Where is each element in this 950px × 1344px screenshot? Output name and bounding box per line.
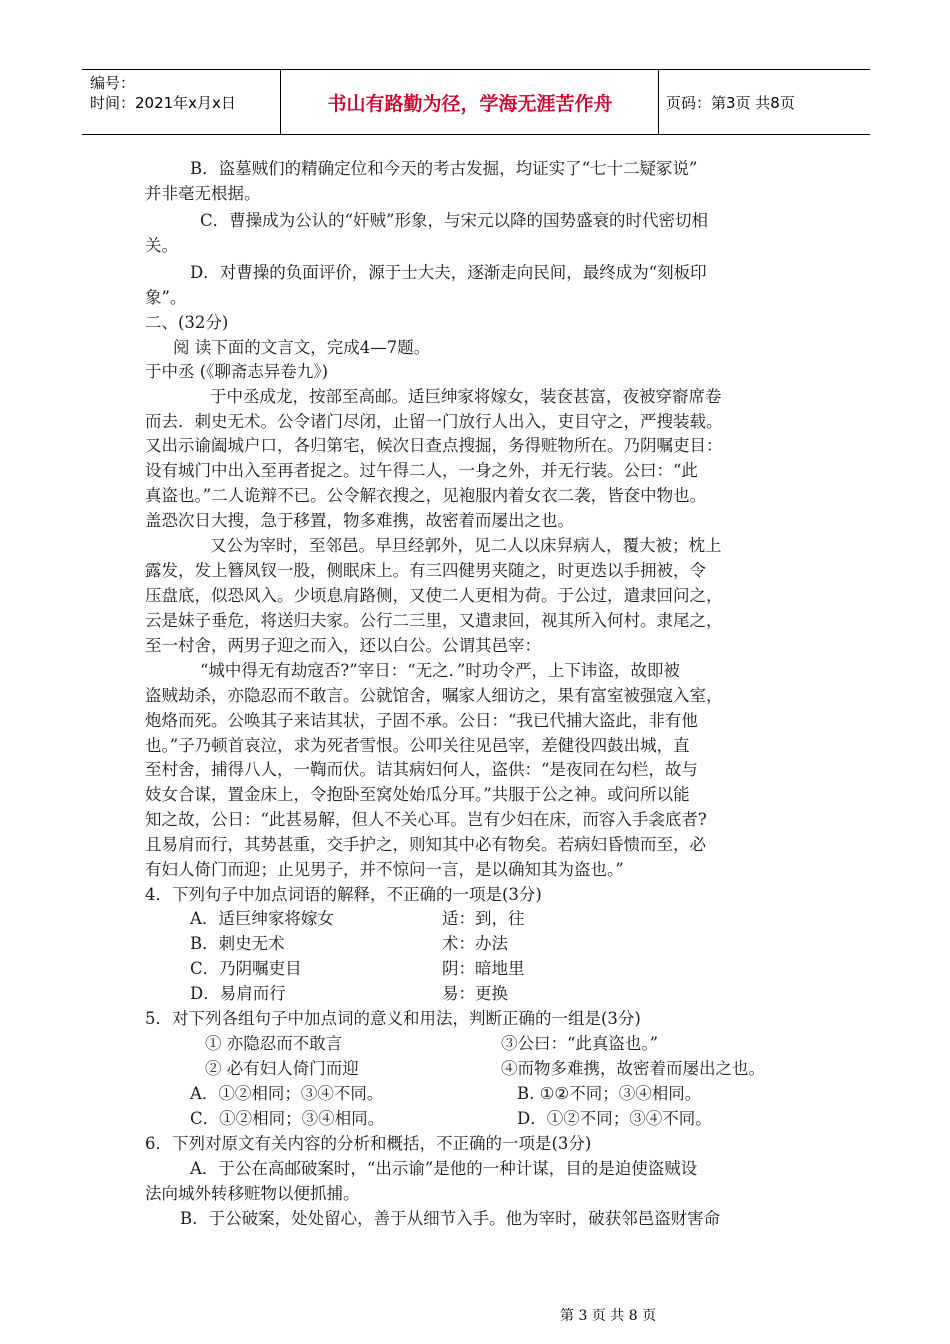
option-text: D．①②不同；③④不同。	[517, 1109, 712, 1128]
header-bottom-rule	[82, 134, 870, 135]
option-text: A．适巨绅家将嫁女	[190, 909, 334, 928]
text-line: 知之故，公日：“此甚易解，但人不关心耳。岂有少妇在床，而容入手衾底者?	[145, 810, 707, 829]
text-line: 至村舍，捕得八人，一鞫而伏。诘其病妇何人，盗供：“是夜同在勾栏，故与	[145, 760, 698, 779]
text-line: 又公为宰时，至邻邑。早旦经郭外，见二人以床舁病人，覆大被；枕上	[210, 536, 722, 555]
text-line: 盗贼劫杀，亦隐忍而不敢言。公就馆舍，嘱家人细访之，果有富室被强寇入室，	[145, 686, 723, 705]
header-page-label: 页码：第3页 共8页	[666, 94, 795, 112]
option-row	[190, 1083, 701, 1105]
text-line: 又出示谕阖城户口，各归第宅，候次日查点搜掘，务得赃物所在。乃阴嘱吏目：	[145, 436, 723, 455]
option-gloss: 适：到，往	[442, 909, 525, 928]
text-line: 且易肩而行，其势甚重，交手护之，则知其中必有物矣。若病妇昏愦而至，必	[145, 835, 706, 854]
text-line: 有妇人倚门而迎；止见男子，并不惊问一言，是以确知其为盗也。”	[145, 860, 624, 879]
text-line: 压盘底，似恐风入。少顷息肩路侧，又使二人更相为荷。于公过，遣隶回问之，	[145, 586, 723, 605]
option-text: A．①②相同；③④不同。	[190, 1084, 384, 1103]
option-row	[190, 1108, 712, 1130]
text-line: 关。	[145, 236, 178, 255]
text-line: C．曹操成为公认的“奸贼”形象，与宋元以降的国势盛衰的时代密切相	[200, 211, 708, 230]
header-number-label: 编号：	[90, 74, 136, 92]
text-line: 云是妹子垂危，将送归夫家。公行二三里，又遣隶回，视其所入何村。隶尾之，	[145, 611, 723, 630]
text-line: 于中丞成龙，按部至高邮。适巨绅家将嫁女，装奁甚富，夜被穿窬席卷	[210, 387, 722, 406]
text-line: 并非毫无根据。	[145, 184, 261, 203]
text-line: 妓女合谋，置金床上，令抱卧至窝处始瓜分耳。”共服于公之神。或问所以能	[145, 785, 690, 804]
option-row	[190, 958, 525, 980]
option-row	[205, 1058, 765, 1080]
page-footer: 第 3 页 共 8 页	[560, 1308, 657, 1324]
option-text: ④而物多难携，故密着而屡出之也。	[501, 1059, 765, 1078]
text-line: A．于公在高邮破案时，“出示谕”是他的一种计谋，目的是迫使盗贼设	[190, 1159, 698, 1178]
option-text: ① 亦隐忍而不敢言	[205, 1034, 343, 1053]
passage-title: 于中丞 (《聊斋志异卷九》)	[145, 362, 329, 381]
header-divider	[658, 69, 659, 135]
question-stem: 5．对下列各组句子中加点词的意义和用法，判断正确的一组是(3分)	[145, 1009, 641, 1028]
text-line: “城中得无有劫寇否?”宰日：“无之．”时功令严，上下讳盗，故即被	[200, 661, 680, 680]
option-text: C．①②相同；③④相同。	[190, 1109, 385, 1128]
header-time-label: 时间：2021年x月x日	[90, 94, 236, 112]
option-text: ② 必有妇人倚门而迎	[205, 1059, 359, 1078]
text-line: 设有城门中出入至再者捉之。过午得二人，一身之外，并无行装。公曰：“此	[145, 461, 698, 480]
text-line: 象”。	[145, 288, 187, 307]
option-gloss: 易：更换	[442, 984, 508, 1003]
text-line: 真盗也。”二人诡辩不已。公令解衣搜之，见袍服内着女衣二袭，皆奁中物也。	[145, 486, 707, 505]
text-line: 露发，发上簪凤钗一股，侧眠床上。有三四健男夹随之，时更迭以手拥被，令	[145, 561, 706, 580]
text-line: 阅 读下面的文言文，完成4—7题。	[173, 338, 431, 357]
text-line: 盖恐次日大搜，急于移置，物多难携，故密着而屡出之也。	[145, 511, 574, 530]
option-text: D．易肩而行	[190, 984, 286, 1003]
text-line: 而去．刺史无术。公令诸门尽闭，止留一门放行人出入，吏目守之，严搜装载。	[145, 412, 723, 431]
header-top-rule	[82, 69, 870, 70]
text-line: 炮烙而死。公唤其子来诘其状，子固不承。公日：“我已代捕大盗此，非有他	[145, 711, 698, 730]
option-text: B. ①②不同；③④相同。	[517, 1084, 702, 1103]
text-line: 至一村舍，两男子迎之而入，还以白公。公谓其邑宰：	[145, 636, 541, 655]
option-text: B．刺史无术	[190, 934, 285, 953]
text-line: B．于公破案，处处留心，善于从细节入手。他为宰时，破获邻邑盗财害命	[180, 1209, 721, 1228]
page-header	[82, 69, 870, 135]
text-line: 法向城外转移赃物以便抓捕。	[145, 1184, 360, 1203]
option-text: C．乃阴嘱吏目	[190, 959, 302, 978]
text-line: 也。”子乃顿首哀泣，求为死者雪恨。公叩关往见邑宰，差健役四鼓出城，直	[145, 736, 690, 755]
option-row	[190, 933, 508, 955]
option-row	[205, 1033, 658, 1055]
section-heading: 二、(32分)	[145, 313, 229, 332]
text-line: B．盗墓贼们的精确定位和今天的考古发掘，均证实了“七十二疑冢说”	[190, 159, 698, 178]
option-gloss: 阴：暗地里	[442, 959, 525, 978]
option-text: ③公曰：“此真盗也。”	[501, 1034, 659, 1053]
option-row	[190, 983, 508, 1005]
text-line: D．对曹操的负面评价，源于士大夫，逐渐走向民间，最终成为“刻板印	[190, 263, 707, 282]
question-stem: 6．下列对原文有关内容的分析和概括，不正确的一项是(3分)	[145, 1134, 592, 1153]
header-motto: 书山有路勤为径，学海无涯苦作舟	[327, 93, 613, 115]
option-gloss: 术：办法	[442, 934, 508, 953]
header-meta	[90, 73, 280, 113]
question-stem: 4．下列句子中加点词语的解释，不正确的一项是(3分)	[145, 885, 542, 904]
option-row	[190, 908, 525, 930]
header-divider	[280, 69, 281, 135]
